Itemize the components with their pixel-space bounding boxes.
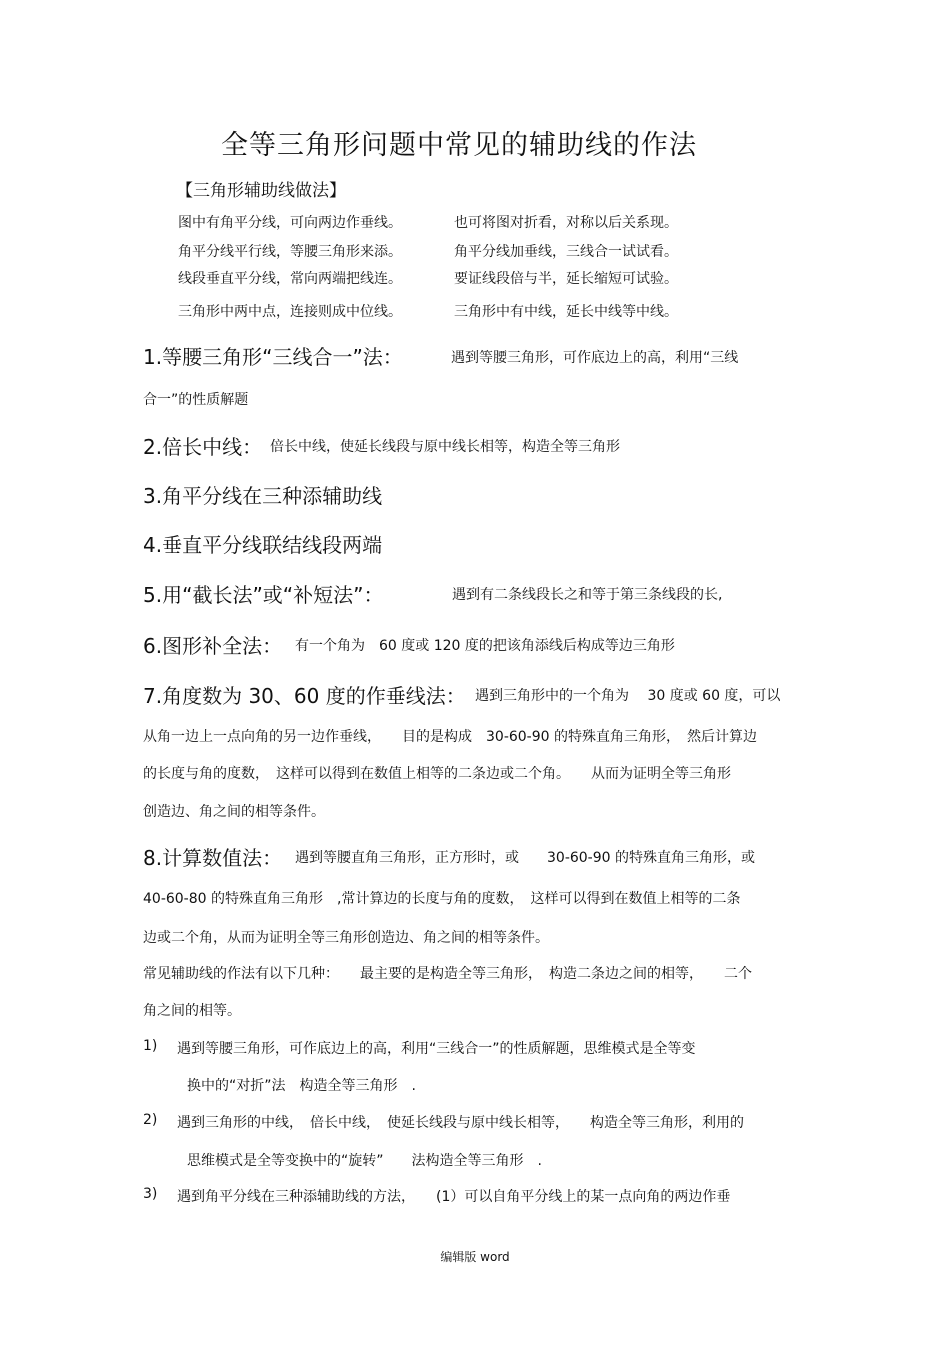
subheading: 【三角形辅助线做法】 — [176, 181, 346, 201]
method-heading: 3.角平分线在三种添辅助线 — [143, 484, 383, 508]
verse-line: 线段垂直平分线，常向两端把线连。 — [178, 271, 402, 287]
verse-line: 也可将图对折看，对称以后关系现。 — [454, 215, 678, 231]
method-text: 合一”的性质解题 — [143, 392, 249, 408]
method-heading: 2.倍长中线： — [143, 435, 263, 459]
list-number: 2) — [143, 1112, 158, 1128]
method-text: 从角一边上一点向角的另一边作垂线， 目的是构成 30-60-90 的特殊直角三角形， 然后计算边 — [143, 729, 757, 745]
list-item: 遇到角平分线在三种添辅助线的方法， (1）可以自角平分线上的某一点向角的两边作垂 — [177, 1189, 731, 1205]
method-heading: 1.等腰三角形“三线合一”法： — [143, 345, 403, 369]
verse-line: 角平分线平行线，等腰三角形来添。 — [178, 244, 402, 260]
method-heading: 5.用“截长法”或“补短法”： — [143, 583, 384, 607]
list-item: 思维模式是全等变换中的“旋转” 法构造全等三角形 . — [187, 1153, 542, 1169]
method-text: 的长度与角的度数， 这样可以得到在数值上相等的二条边或二个角。 从而为证明全等三角形 — [143, 766, 731, 782]
method-heading: 4.垂直平分线联结线段两端 — [143, 533, 383, 557]
method-text: 边或二个角，从而为证明全等三角形创造边、角之间的相等条件。 — [143, 930, 549, 946]
list-item: 换中的“对折”法 构造全等三角形 . — [187, 1078, 416, 1094]
list-item: 遇到等腰三角形，可作底边上的高，利用“三线合一”的性质解题，思维模式是全等变 — [177, 1041, 696, 1057]
method-text: 遇到三角形中的一个角为 30 度或 60 度，可以 — [475, 688, 781, 704]
method-text: 遇到有二条线段长之和等于第三条线段的长, — [452, 587, 723, 603]
method-heading: 7.角度数为 30、60 度的作垂线法： — [143, 684, 466, 708]
method-text: 有一个角为 60 度或 120 度的把该角添线后构成等边三角形 — [295, 638, 675, 654]
verse-line: 三角形中两中点，连接则成中位线。 — [178, 304, 402, 320]
page-title: 全等三角形问题中常见的辅助线的作法 — [221, 130, 697, 161]
method-text: 遇到等腰三角形，可作底边上的高，利用“三线 — [451, 350, 739, 366]
method-heading: 8.计算数值法： — [143, 846, 283, 870]
method-text: 创造边、角之间的相等条件。 — [143, 804, 325, 820]
method-heading: 6.图形补全法： — [143, 634, 283, 658]
method-text: 倍长中线，使延长线段与原中线长相等，构造全等三角形 — [270, 439, 620, 455]
verse-line: 要证线段倍与半，延长缩短可试验。 — [454, 271, 678, 287]
common-intro: 常见辅助线的作法有以下几种： 最主要的是构造全等三角形， 构造二条边之间的相等， 二个 — [143, 966, 752, 982]
list-item: 遇到三角形的中线， 倍长中线， 使延长线段与原中线长相等， 构造全等三角形，利用的 — [177, 1115, 744, 1131]
list-number: 1) — [143, 1038, 158, 1054]
verse-line: 图中有角平分线，可向两边作垂线。 — [178, 215, 402, 231]
method-text: 40-60-80 的特殊直角三角形 ,常计算边的长度与角的度数， 这样可以得到在数值上相等的二条 — [143, 891, 741, 907]
verse-line: 三角形中有中线，延长中线等中线。 — [454, 304, 678, 320]
common-intro: 角之间的相等。 — [143, 1003, 241, 1019]
page-footer: 编辑版 word — [440, 1250, 510, 1264]
verse-line: 角平分线加垂线，三线合一试试看。 — [454, 244, 678, 260]
method-text: 遇到等腰直角三角形，正方形时，或 30-60-90 的特殊直角三角形，或 — [295, 850, 755, 866]
list-number: 3) — [143, 1186, 158, 1202]
